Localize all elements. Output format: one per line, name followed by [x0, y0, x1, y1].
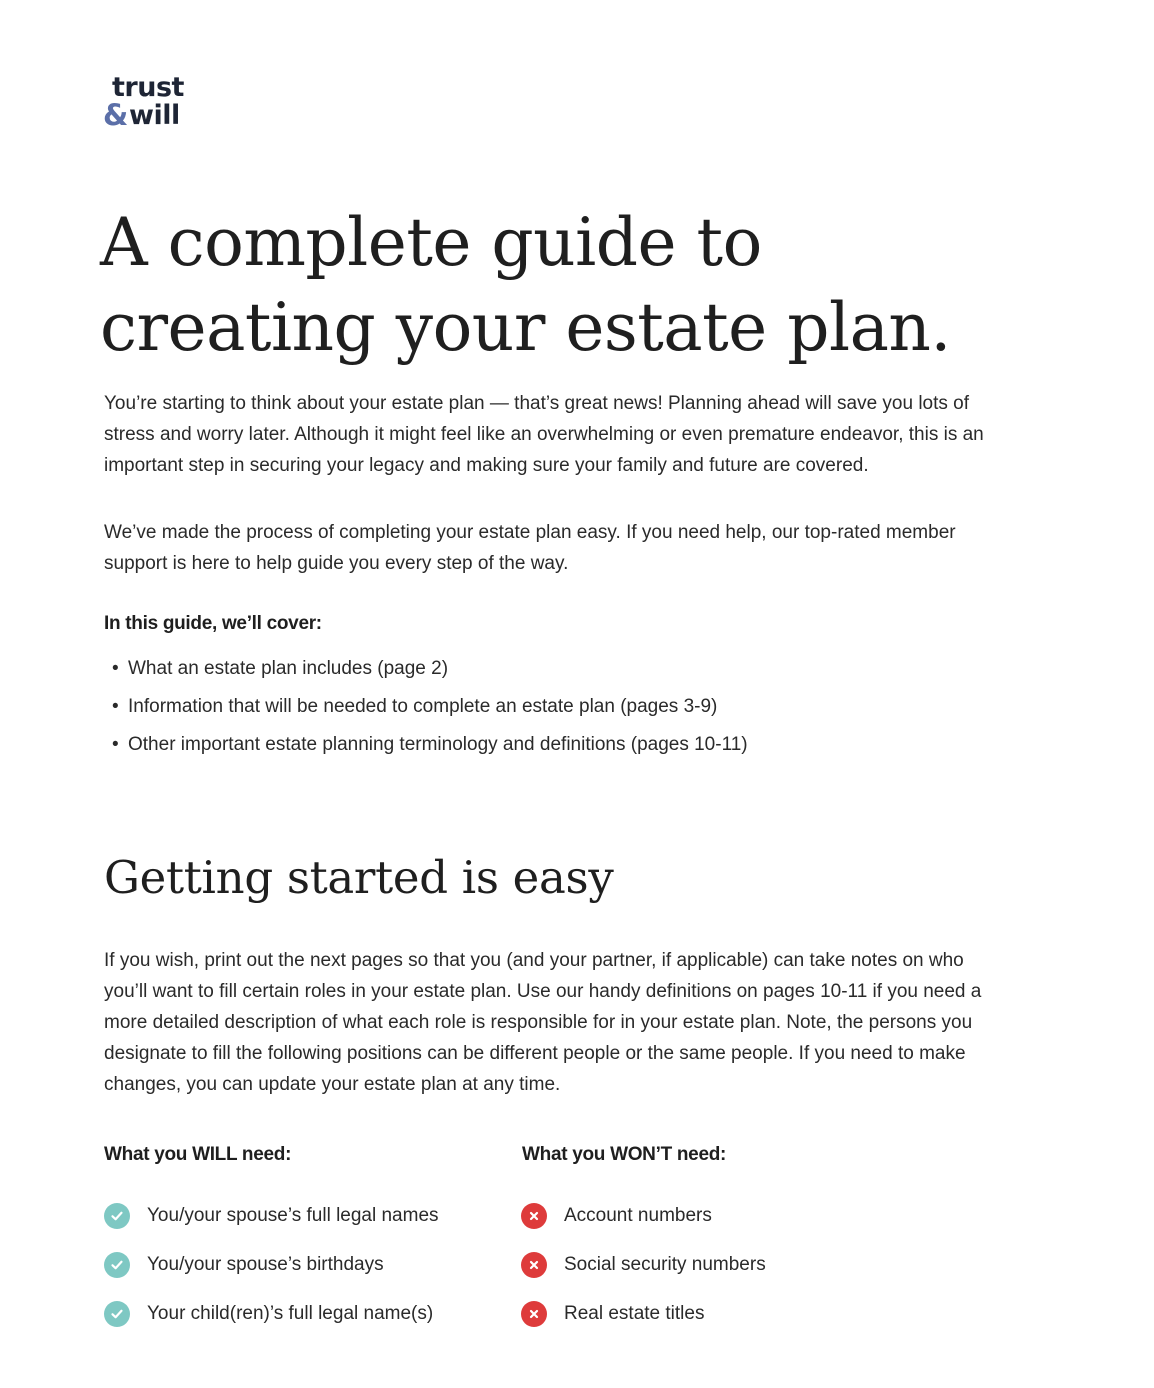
bullet-icon: •	[112, 734, 119, 755]
intro-paragraph-1: You’re starting to think about your estate plan — that’s great news! Planning ahead will save you lots of stress and worry later. Although it might feel like an overwhelming or even premature endeavor, this is an important step in securing your legacy and making sure your family and future are covered.	[104, 393, 984, 476]
page-title-line-1: A complete guide to	[100, 204, 762, 281]
trust-and-will-logo	[103, 72, 193, 134]
logo-will-text: will	[129, 100, 180, 131]
x-circle-icon	[521, 1301, 547, 1327]
check-circle-icon	[104, 1203, 130, 1229]
check-circle-icon	[104, 1301, 130, 1327]
will-need-heading: What you WILL need:	[104, 1144, 292, 1165]
x-circle-icon	[521, 1252, 547, 1278]
logo-ampersand: &	[103, 98, 129, 132]
bullet-icon: •	[112, 658, 119, 679]
intro-paragraph-2: We’ve made the process of completing your estate plan easy. If you need help, our top-rated member support is here to help guide you every step of the way.	[104, 522, 956, 574]
wont-need-heading: What you WON’T need:	[522, 1144, 727, 1165]
list-item	[104, 1298, 439, 1347]
x-circle-icon	[521, 1203, 547, 1229]
list-item	[110, 728, 748, 766]
list-item	[110, 652, 748, 690]
page-title	[100, 200, 1060, 370]
guide-cover-list	[110, 652, 748, 766]
list-item	[521, 1200, 766, 1249]
list-item-text: Your child(ren)’s full legal name(s)	[147, 1303, 434, 1324]
list-item-text: Account numbers	[564, 1205, 712, 1226]
list-item	[521, 1249, 766, 1298]
page-title-line-2: creating your estate plan.	[100, 289, 951, 366]
bullet-icon: •	[112, 696, 119, 717]
list-item	[110, 690, 748, 728]
will-need-list	[104, 1200, 439, 1347]
list-item-text: What an estate plan includes (page 2)	[128, 658, 449, 679]
list-item	[104, 1249, 439, 1298]
getting-started-paragraph: If you wish, print out the next pages so that you (and your partner, if applicable) can take notes on who you’ll want to fill certain roles in your estate plan. Use our handy definitions on pages 10-11 if you need a more detailed description of what each role is responsible for in your estate plan. Note, the persons you designate to fill the following positions can be different people or the same people. If you need to make changes, you can update your estate plan at any time.	[104, 950, 982, 1095]
wont-need-list	[521, 1200, 766, 1347]
list-item-text: Other important estate planning terminology and definitions (pages 10-11)	[128, 734, 748, 755]
list-item-text: Information that will be needed to complete an estate plan (pages 3-9)	[128, 696, 718, 717]
guide-cover-heading: In this guide, we’ll cover:	[104, 613, 322, 634]
check-circle-icon	[104, 1252, 130, 1278]
list-item-text: You/your spouse’s birthdays	[147, 1254, 384, 1275]
list-item-text: You/your spouse’s full legal names	[147, 1205, 439, 1226]
list-item-text: Social security numbers	[564, 1254, 766, 1275]
getting-started-heading: Getting started is easy	[104, 851, 614, 904]
list-item	[104, 1200, 439, 1249]
list-item-text: Real estate titles	[564, 1303, 705, 1324]
list-item	[521, 1298, 766, 1347]
logo-trust-text: trust	[112, 72, 184, 103]
